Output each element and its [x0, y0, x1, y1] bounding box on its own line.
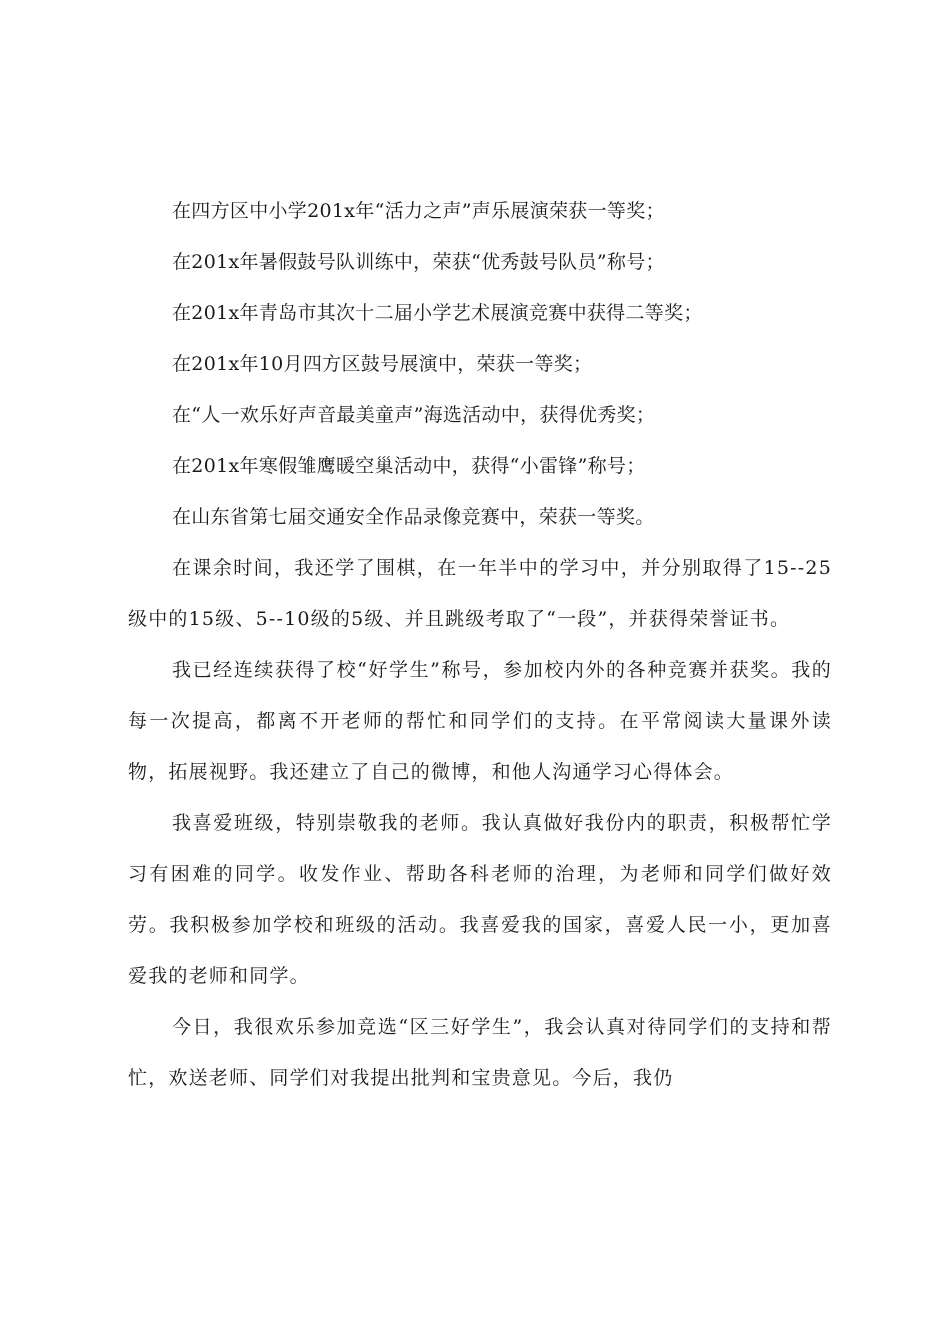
- award-line: 在山东省第七届交通安全作品录像竞赛中，荣获一等奖。: [172, 506, 655, 528]
- paragraph-go-study: 在课余时间，我还学了围棋，在一年半中的学习中，并分别取得了15--25级中的15级、5--10级的5级、并且跳级考取了“一段”，并获得荣誉证书。: [128, 557, 832, 630]
- award-line: 在201x年暑假鼓号队训练中，荣获“优秀鼓号队员”称号；: [172, 251, 665, 273]
- award-line: 在201x年10月四方区鼓号展演中，荣获一等奖；: [172, 353, 593, 375]
- document-body: [128, 186, 832, 1104]
- paragraph-class-love: 我喜爱班级，特别崇敬我的老师。我认真做好我份内的职责，积极帮忙学习有困难的同学。收发作业、帮助各科老师的治理，为老师和同学们做好效劳。我积极参加学校和班级的活动。我喜爱我的国家，喜爱人民一小，更加喜爱我的老师和同学。: [128, 812, 832, 987]
- paragraph-election: 今日，我很欢乐参加竞选“区三好学生”，我会认真对待同学们的支持和帮忙，欢送老师、同学们对我提出批判和宝贵意见。今后，我仍: [128, 1016, 832, 1089]
- paragraph-good-student: 我已经连续获得了校“好学生”称号，参加校内外的各种竞赛并获奖。我的每一次提高，都离不开老师的帮忙和同学们的支持。在平常阅读大量课外读物，拓展视野。我还建立了自己的微博，和他人沟通学习心得体会。: [128, 659, 832, 783]
- award-line: 在201x年寒假雏鹰暖空巢活动中，获得“小雷锋”称号；: [172, 455, 646, 477]
- award-line: 在四方区中小学201x年“活力之声”声乐展演荣获一等奖；: [172, 200, 665, 222]
- award-line: 在201x年青岛市其次十二届小学艺术展演竞赛中获得二等奖；: [172, 302, 703, 324]
- award-line: 在“人一欢乐好声音最美童声”海选活动中，获得优秀奖；: [172, 404, 656, 426]
